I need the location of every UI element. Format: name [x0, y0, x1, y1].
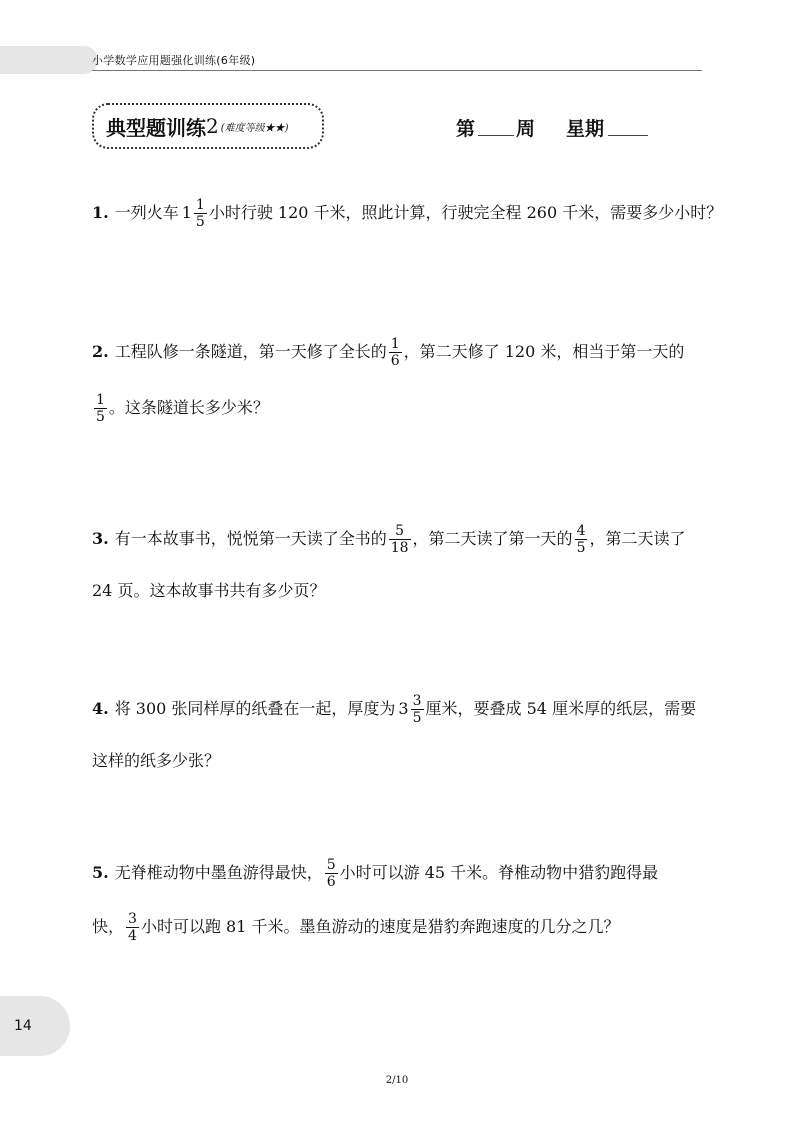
question-text: 。这条隧道长多少米？: [108, 398, 269, 417]
question-text: 无脊椎动物中墨鱼游得最快，: [114, 863, 323, 882]
fraction-numerator: 1: [390, 335, 400, 352]
fraction-denominator: 5: [576, 539, 586, 556]
question-text: 厘米，要叠成 54 厘米厚的纸层，需要: [425, 699, 697, 718]
question-text: 24 页。这本故事书共有多少页？: [92, 581, 326, 600]
question-text: 将 300 张同样厚的纸叠在一起，厚度为: [114, 699, 396, 718]
fraction: [575, 523, 588, 556]
fraction-numerator: 5: [395, 522, 405, 539]
fraction-denominator: 6: [326, 873, 336, 890]
question-text: ，第二天读了: [589, 529, 686, 548]
fraction: [194, 197, 207, 230]
question-number: 2.: [92, 342, 109, 361]
header-tab: [0, 46, 98, 74]
question-text: ，第二天修了 120 米，相当于第一天的: [403, 342, 685, 361]
fraction-denominator: 5: [195, 213, 205, 230]
fraction-numerator: 1: [195, 196, 205, 213]
fraction-denominator: 5: [412, 709, 422, 726]
difficulty-level: (难度等级★★): [220, 122, 289, 134]
fraction-denominator: 6: [390, 352, 400, 369]
fraction-numerator: 1: [96, 391, 105, 408]
question-text: 一列火车: [114, 203, 179, 222]
question-text: 快，: [92, 917, 125, 936]
question-1: [92, 190, 723, 236]
question-text: 小时可以游 45 千米。脊椎动物中猎豹跑得最: [339, 863, 659, 882]
section-title: 典型题训练: [106, 115, 206, 140]
book-title: 小学数学应用题强化训练(6年级): [92, 54, 256, 67]
week-label-xingqi: 星期: [566, 118, 605, 140]
question-3: [92, 516, 712, 614]
question-5: [92, 850, 712, 950]
page-number: 14: [14, 1018, 32, 1034]
question-4: [92, 686, 712, 784]
page-footer: 2/10: [385, 1075, 409, 1086]
fraction-denominator: 5: [96, 408, 105, 425]
question-text: 工程队修一条隧道，第一天修了全长的: [114, 342, 387, 361]
week-label-zhou: 周: [516, 118, 536, 140]
week-label-di: 第: [456, 118, 476, 140]
question-text: 小时行驶 120 千米，照此计算，行驶完全程 260 千米，需要多少小时？: [208, 203, 723, 222]
fraction: [389, 523, 411, 556]
fraction-numerator: 3: [412, 692, 422, 709]
fraction: [325, 857, 338, 890]
question-number: 3.: [92, 529, 109, 548]
page-number-tab: [0, 996, 70, 1056]
question-number: 5.: [92, 863, 109, 882]
question-text: 有一本故事书，悦悦第一天读了全书的: [114, 529, 387, 548]
question-text: 这样的纸多少张？: [92, 751, 221, 770]
section-title-box: [92, 103, 324, 149]
fraction-numerator: 4: [576, 522, 586, 539]
question-number: 4.: [92, 699, 109, 718]
question-number: 1.: [92, 203, 109, 222]
fraction: [411, 693, 424, 726]
mixed-number-whole: 3: [398, 699, 409, 718]
question-text: 小时可以跑 81 千米。墨鱼游动的速度是猎豹奔跑速度的几分之几？: [140, 917, 620, 936]
fraction: [126, 911, 139, 944]
fraction-denominator: 4: [128, 927, 137, 944]
mixed-number-whole: 1: [181, 203, 192, 222]
week-number-blank[interactable]: [478, 135, 514, 136]
question-text: ，第二天读了第一天的: [412, 529, 573, 548]
fraction-numerator: 5: [326, 856, 336, 873]
question-2: [92, 329, 712, 431]
fraction-denominator: 18: [390, 539, 409, 556]
fraction: [94, 392, 107, 425]
fraction: [389, 336, 402, 369]
weekday-blank[interactable]: [608, 135, 648, 136]
section-number: 2: [206, 114, 219, 138]
fraction-numerator: 3: [128, 910, 137, 927]
header-divider: [92, 70, 702, 71]
